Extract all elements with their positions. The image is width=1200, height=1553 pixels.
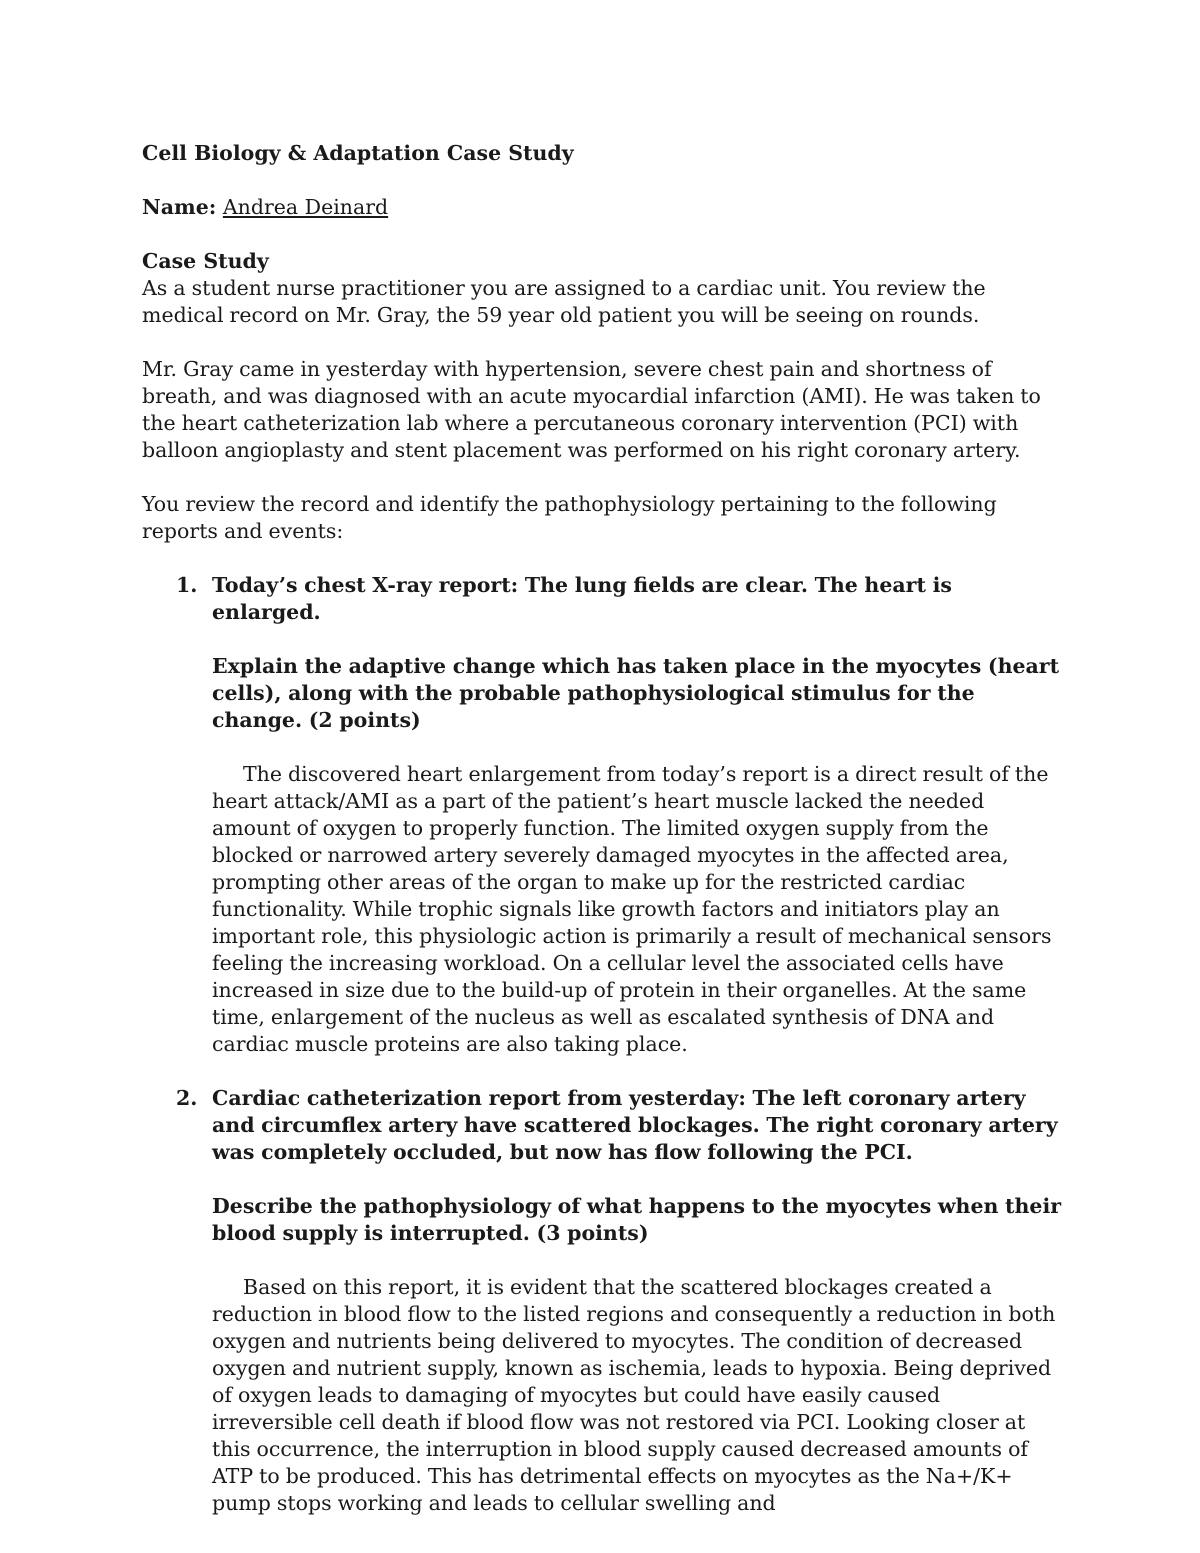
question-report: Today’s chest X-ray report: The lung fields are clear. The heart is enlarged. bbox=[212, 573, 952, 624]
name-value: Andrea Deinard bbox=[222, 195, 389, 219]
document-title: Cell Biology & Adaptation Case Study bbox=[142, 141, 574, 165]
question-item bbox=[142, 1085, 1062, 1517]
question-list bbox=[142, 572, 1062, 1517]
review-paragraph: You review the record and identify the pathophysiology pertaining to the following reports and events: bbox=[142, 492, 997, 543]
history-paragraph: Mr. Gray came in yesterday with hypertension, severe chest pain and shortness of breath, and was diagnosed with an acute myocardial infarction (AMI). He was taken to the heart catheterization lab where a percutaneous coronary intervention (PCI) with balloon angioplasty and stent placement was performed on his right coronary artery. bbox=[142, 357, 1041, 462]
question-prompt: Explain the adaptive change which has taken place in the myocytes (heart cells), along with the probable pathophysiological stimulus for the change. (2 points) bbox=[212, 654, 1060, 732]
question-answer: Based on this report, it is evident that the scattered blockages created a reduction in blood flow to the listed regions and consequently a reduction in both oxygen and nutrients being delivered to myocytes. The condition of decreased oxygen and nutrient supply, known as ischemia, leads to hypoxia. Being deprived of oxygen leads to damaging of myocytes but could have easily caused irreversible cell death if blood flow was not restored via PCI. Looking closer at this occurrence, the interruption in blood supply caused decreased amounts of ATP to be produced. This has detrimental effects on myocytes as the Na+/K+ pump stops working and leads to cellular swelling and bbox=[212, 1275, 1056, 1515]
question-answer: The discovered heart enlargement from today’s report is a direct result of the heart attack/AMI as a part of the patient’s heart muscle lacked the needed amount of oxygen to properly function. The limited oxygen supply from the blocked or narrowed artery severely damaged myocytes in the affected area, prompting other areas of the organ to make up for the restricted cardiac functionality. While trophic signals like growth factors and initiators play an important role, this physiologic action is primarily a result of mechanical sensors feeling the increasing workload. On a cellular level the associated cells have increased in size due to the build-up of protein in their organelles. At the same time, enlargement of the nucleus as well as escalated synthesis of DNA and cardiac muscle proteins are also taking place. bbox=[212, 762, 1052, 1056]
section-heading: Case Study bbox=[142, 249, 269, 273]
question-number: 2. bbox=[176, 1086, 198, 1110]
question-prompt: Describe the pathophysiology of what happens to the myocytes when their blood supply is interrupted. (3 points) bbox=[212, 1194, 1062, 1245]
document-page bbox=[142, 140, 1062, 1544]
intro-paragraph: As a student nurse practitioner you are assigned to a cardiac unit. You review the medical record on Mr. Gray, the 59 year old patient you will be seeing on rounds. bbox=[142, 276, 986, 327]
name-line bbox=[142, 194, 1062, 221]
name-label: Name: bbox=[142, 195, 217, 219]
question-item bbox=[142, 572, 1062, 1058]
question-report: Cardiac catheterization report from yesterday: The left coronary artery and circumflex artery have scattered blockages. The right coronary artery was completely occluded, but now has flow following the PCI. bbox=[212, 1086, 1058, 1164]
question-number: 1. bbox=[176, 573, 198, 597]
